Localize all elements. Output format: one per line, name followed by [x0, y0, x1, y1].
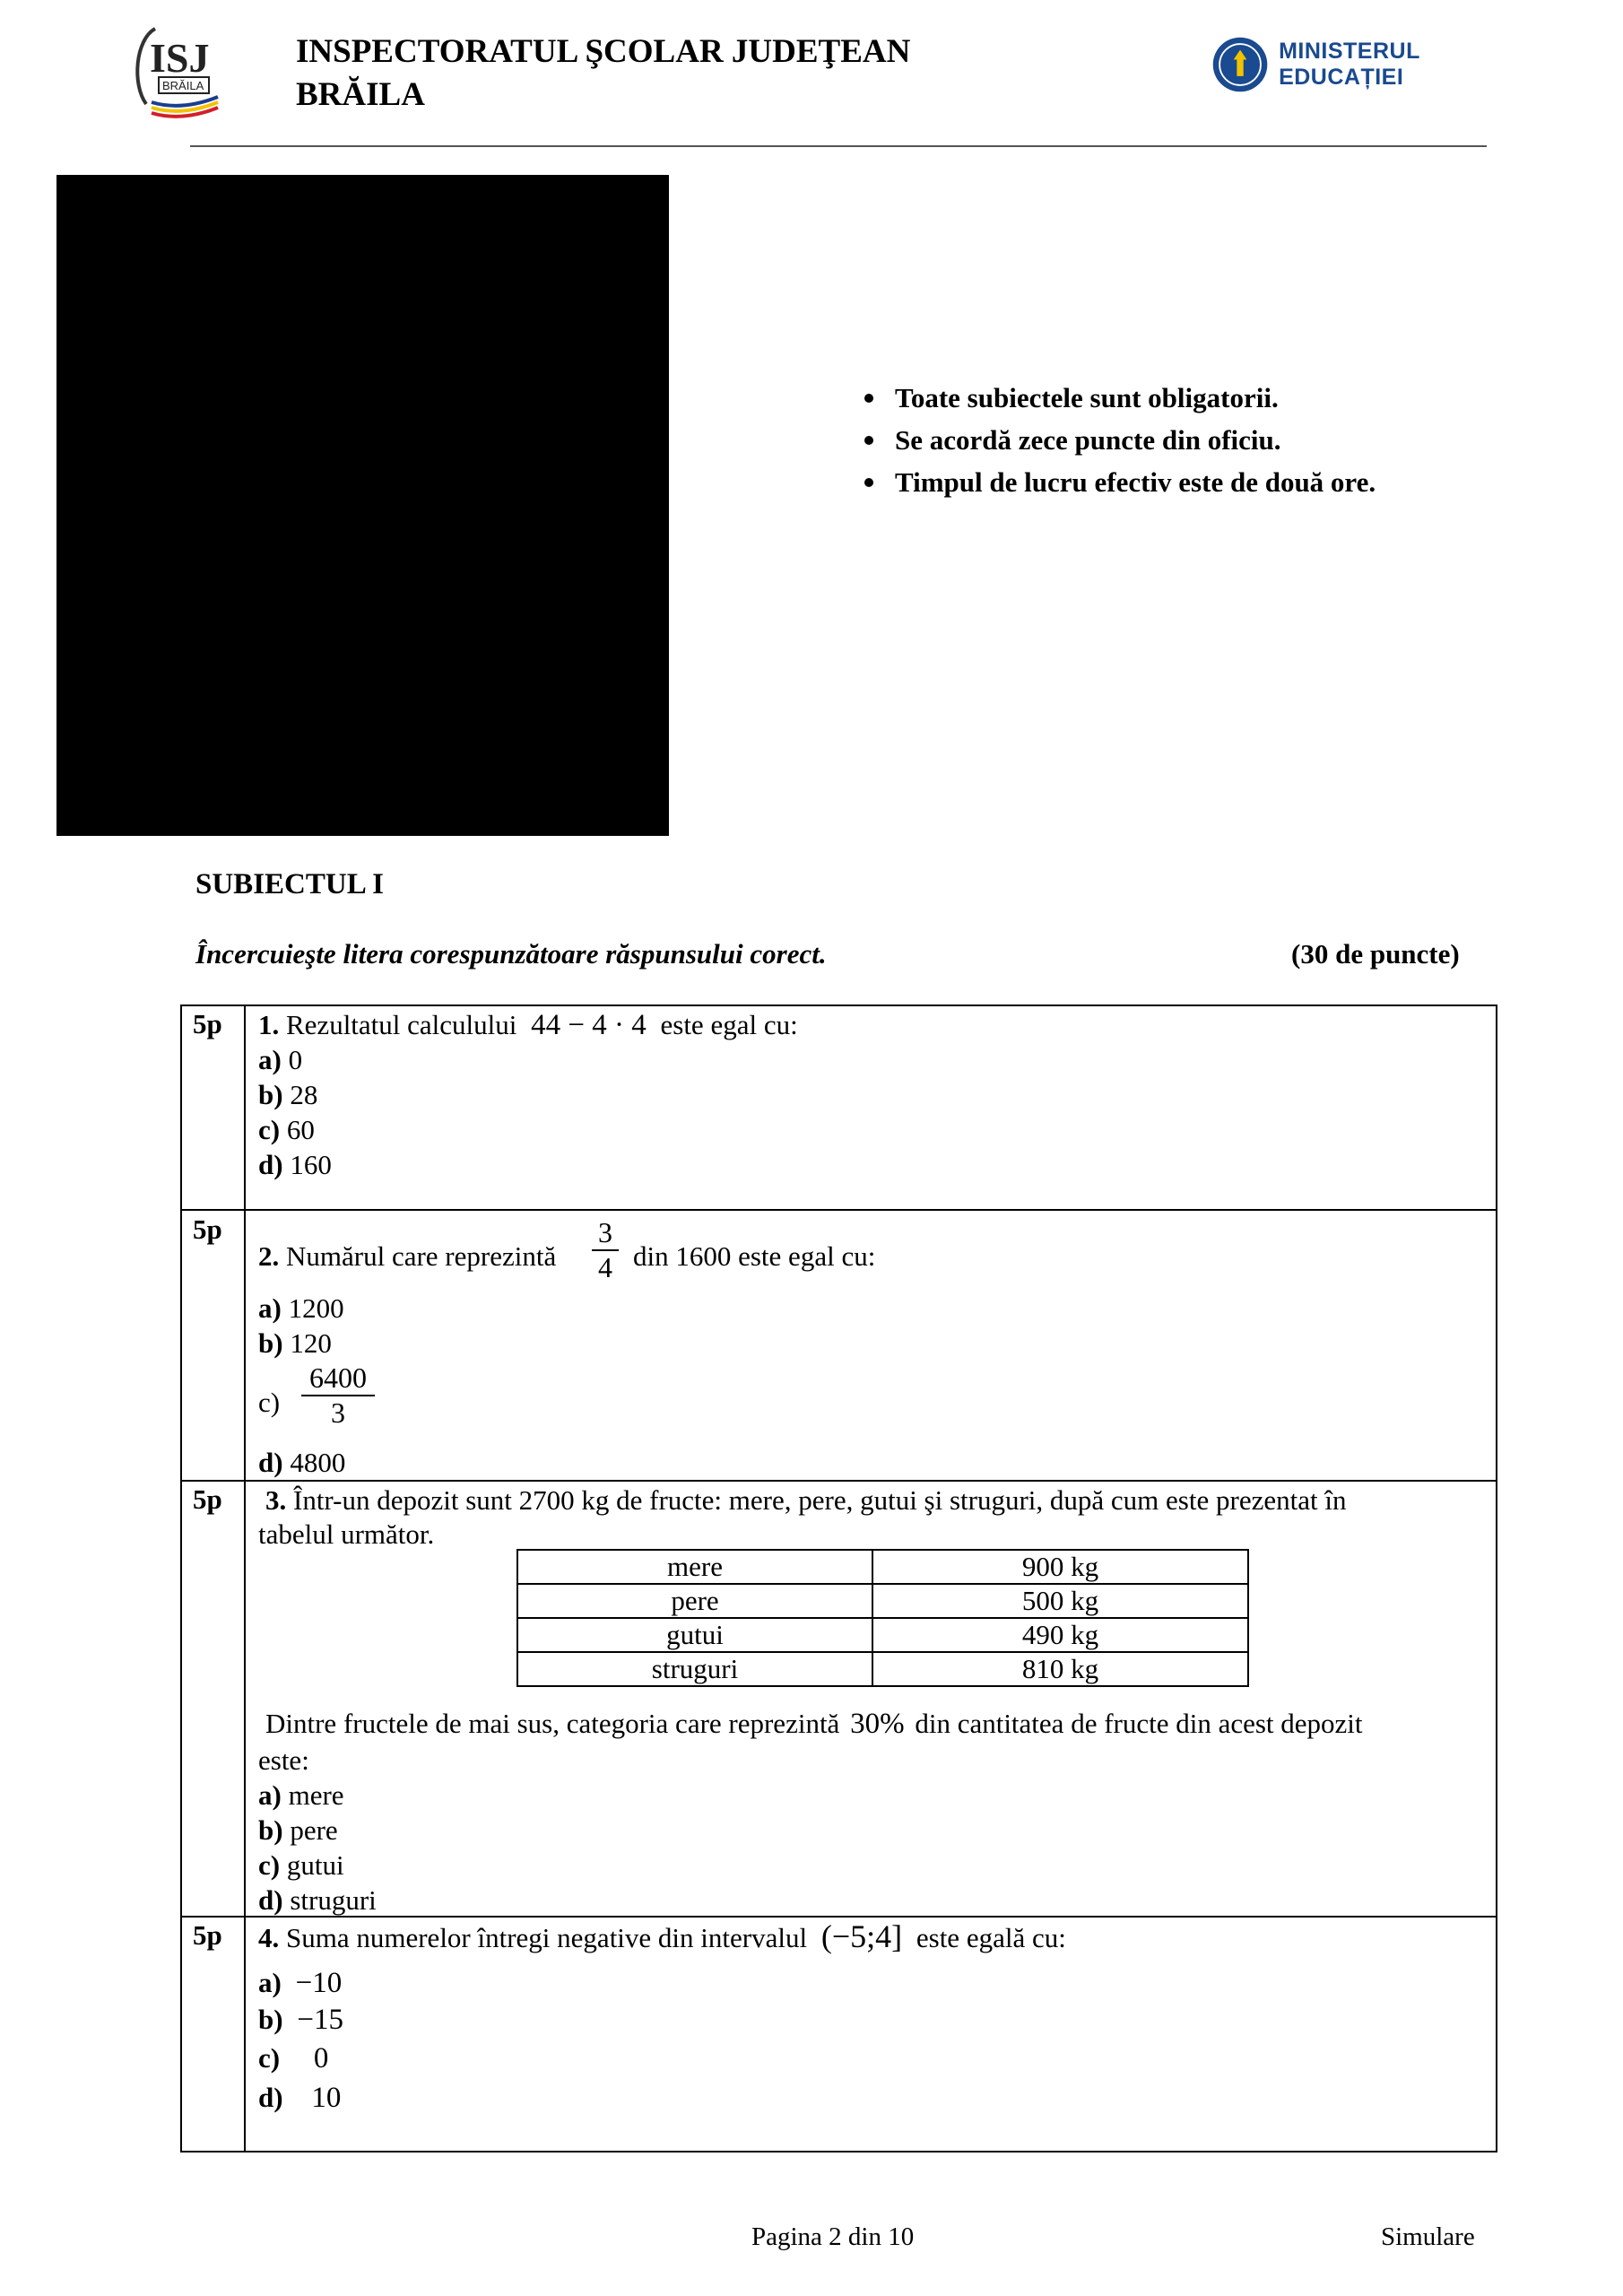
- question-points: 5p: [193, 1008, 222, 1039]
- general-instructions: [861, 377, 1376, 503]
- table-cell: 490 kg: [872, 1618, 1248, 1652]
- fraction-numerator: 6400: [309, 1361, 367, 1394]
- fraction-6400-3: [301, 1361, 375, 1430]
- option-item: c) 60: [258, 1114, 315, 1145]
- fraction-denominator: 4: [598, 1251, 612, 1283]
- question-points: 5p: [193, 1483, 222, 1515]
- instruction-item: Se acordă zece puncte din oficiu.: [861, 419, 1376, 461]
- footer-label: Simulare: [1381, 2222, 1475, 2251]
- question-text: este:: [258, 1744, 309, 1776]
- question-text: Suma numerelor întregi negative din intervalul: [286, 1922, 808, 1953]
- table-cell: 500 kg: [872, 1584, 1248, 1618]
- question-text: din 1600 este egal cu:: [633, 1240, 876, 1272]
- fraction-denominator: 3: [331, 1396, 345, 1429]
- question-text: Numărul care reprezintă: [286, 1240, 557, 1272]
- grid-line: [244, 1004, 246, 2152]
- interval-expression: (−5;4]: [820, 1918, 903, 1954]
- grid-line: [180, 1209, 1497, 1211]
- option-item: c) gutui: [258, 1849, 344, 1881]
- question-number: 2.: [258, 1240, 280, 1272]
- option-item: a) mere: [258, 1779, 344, 1811]
- option-item: d) 10: [258, 2082, 342, 2114]
- percent-value: 30%: [850, 1708, 905, 1740]
- table-cell: struguri: [517, 1652, 872, 1686]
- question-3-stem: [265, 1483, 1346, 1518]
- option-item: b) −15: [258, 2004, 343, 2036]
- grid-line: [180, 1004, 1497, 1006]
- question-number: 3.: [265, 1484, 287, 1516]
- option-label: c): [258, 1387, 281, 1418]
- question-number: 1.: [258, 1009, 280, 1040]
- table-cell: 900 kg: [872, 1550, 1248, 1584]
- option-item: d) 4800: [258, 1447, 346, 1478]
- table-cell: pere: [517, 1584, 872, 1618]
- isj-logo: [128, 22, 227, 122]
- isj-logo-sub: BRĂILA: [162, 79, 204, 92]
- instruction-item: Timpul de lucru efectiv este de două ore.: [861, 461, 1376, 503]
- table-row: [517, 1618, 1248, 1652]
- table-row: [517, 1584, 1248, 1618]
- section-instruction: Încercuieşte litera corespunzătoare răspunsului corect.: [195, 938, 827, 970]
- ministry-logo: [1211, 32, 1529, 97]
- table-cell: mere: [517, 1550, 872, 1584]
- table-cell: 810 kg: [872, 1652, 1248, 1686]
- grid-line: [180, 2151, 1497, 2152]
- option-item: b) 120: [258, 1327, 332, 1359]
- question-text: Într-un depozit sunt 2700 kg de fructe: mere, pere, gutui şi struguri, după cum este prezentat în: [293, 1484, 1347, 1516]
- header-title-line2: BRĂILA: [296, 76, 425, 113]
- grid-line: [180, 1004, 182, 2152]
- instruction-item: Toate subiectele sunt obligatorii.: [861, 377, 1376, 419]
- ministry-text: MINISTERUL EDUCAȚIEI: [1279, 39, 1420, 90]
- math-expression: 44 − 4 · 4: [531, 1009, 647, 1041]
- fruit-table: [516, 1549, 1249, 1687]
- header-title-line1: INSPECTORATUL ŞCOLAR JUDEŢEAN: [296, 33, 911, 70]
- section-points: (30 de puncte): [1291, 938, 1460, 970]
- table-row: [517, 1652, 1248, 1686]
- fraction-numerator: 3: [598, 1216, 612, 1248]
- question-2-stem: [258, 1239, 556, 1274]
- question-text: din cantitatea de fructe din acest depozit: [915, 1708, 1363, 1739]
- grid-line: [1496, 1004, 1497, 2152]
- question-text: este egal cu:: [660, 1009, 798, 1040]
- isj-logo-text: ISJ: [150, 35, 210, 81]
- question-1-stem: [258, 1008, 798, 1042]
- option-item: b) pere: [258, 1814, 338, 1846]
- question-4-stem: [258, 1919, 1066, 1955]
- ministry-seal-icon: [1211, 32, 1270, 97]
- question-3-followup: [265, 1707, 1363, 1741]
- header-divider: [190, 145, 1487, 147]
- table-cell: gutui: [517, 1618, 872, 1652]
- redacted-block: [56, 175, 669, 836]
- question-text: Dintre fructele de mai sus, categoria care reprezintă: [265, 1708, 840, 1739]
- grid-line: [180, 1916, 1497, 1918]
- question-points: 5p: [193, 1213, 222, 1245]
- option-item: d) struguri: [258, 1884, 377, 1916]
- option-item: a) 1200: [258, 1292, 344, 1324]
- question-text: este egală cu:: [916, 1922, 1066, 1953]
- option-item: b) 28: [258, 1079, 318, 1110]
- option-item: a) 0: [258, 1044, 303, 1075]
- table-row: [517, 1550, 1248, 1584]
- question-number: 4.: [258, 1922, 280, 1953]
- question-points: 5p: [193, 1919, 222, 1951]
- option-item: d) 160: [258, 1149, 332, 1180]
- fraction-3-4: [592, 1216, 619, 1284]
- question-text: Rezultatul calculului: [286, 1009, 517, 1040]
- page-number: Pagina 2 din 10: [751, 2222, 915, 2251]
- section-title: SUBIECTUL I: [195, 868, 385, 900]
- question-text: tabelul următor.: [258, 1518, 435, 1550]
- option-item: a) −10: [258, 1967, 343, 1999]
- header-title: [296, 30, 910, 117]
- grid-line: [180, 1480, 1497, 1482]
- option-item: c) 0: [258, 2042, 329, 2074]
